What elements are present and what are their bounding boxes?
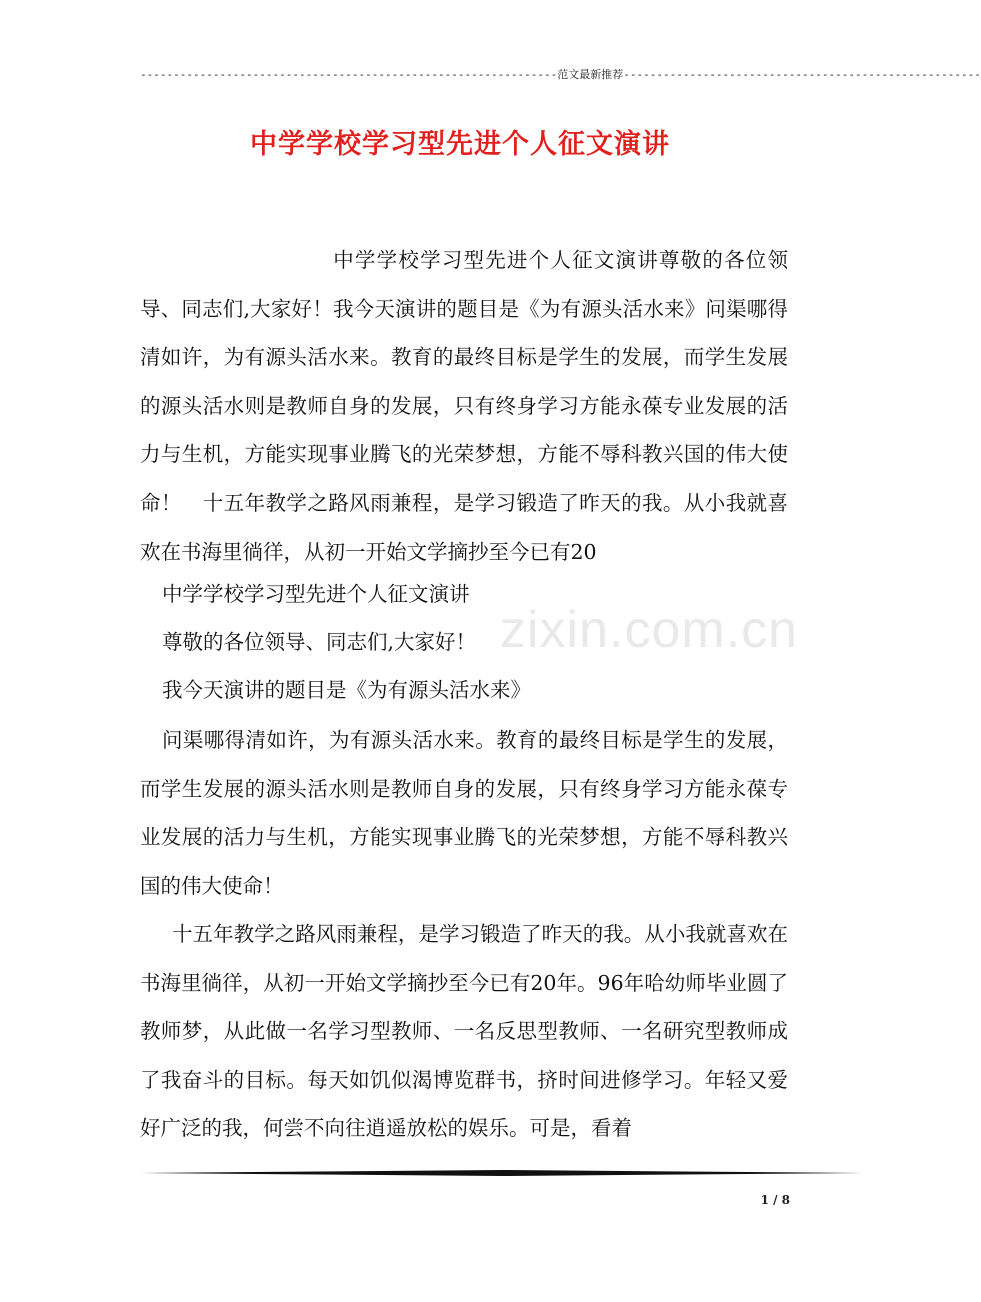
source-paragraph: 问渠哪得清如许，为有源头活水来。教育的最终目标是学生的发展，而学生发展的源头活水则是教师自身的发展，只有终身学习方能永葆专业发展的活力与生机，方能实现事业腾飞的光荣梦想，方能不辱科教兴国的伟大使命！ (140, 728, 788, 898)
watermark: zixin.com.cn (500, 601, 799, 659)
header-banner: ---------------------------------------------------------------范文最新推荐------------------------------------------------------ (140, 68, 981, 81)
speech-title-line: 中学学校学习型先进个人征文演讲 (162, 582, 470, 606)
page-number: 1 / 8 (760, 1193, 790, 1207)
document-title: 中学学校学习型先进个人征文演讲 (250, 129, 670, 160)
footer-rule (140, 1170, 864, 1176)
greeting-line: 尊敬的各位领导、同志们,大家好！ (162, 630, 477, 654)
topic-line: 我今天演讲的题目是《为有源头活水来》 (162, 678, 531, 702)
career-paragraph: 十五年教学之路风雨兼程，是学习锻造了昨天的我。从小我就喜欢在书海里徜徉，从初一开始文学摘抄至今已有20年。96年哈幼师毕业圆了教师梦，从此做一名学习型教师、一名反思型教师、一名研究型教师成了我奋斗的目标。每天如饥似渴博览群书，挤时间进修学习。年轻又爱好广泛的我，何尝不向往逍遥放松的娱乐。可是，看着 (140, 922, 788, 1141)
intro-paragraph (140, 236, 788, 576)
intro-paragraph-text: 中学学校学习型先进个人征文演讲尊敬的各位领导、同志们,大家好！我今天演讲的题目是《为有源头活水来》问渠哪得清如许，为有源头活水来。教育的最终目标是学生的发展，而学生发展的源头活水则是教师自身的发展，只有终身学习方能永葆专业发展的活力与生机，方能实现事业腾飞的光荣梦想，方能不辱科教兴国的伟大使命！ 十五年教学之路风雨兼程，是学习锻造了昨天的我。从小我就喜欢在书海里徜徉，从初一开始文学摘抄至今已有20 (140, 248, 788, 564)
